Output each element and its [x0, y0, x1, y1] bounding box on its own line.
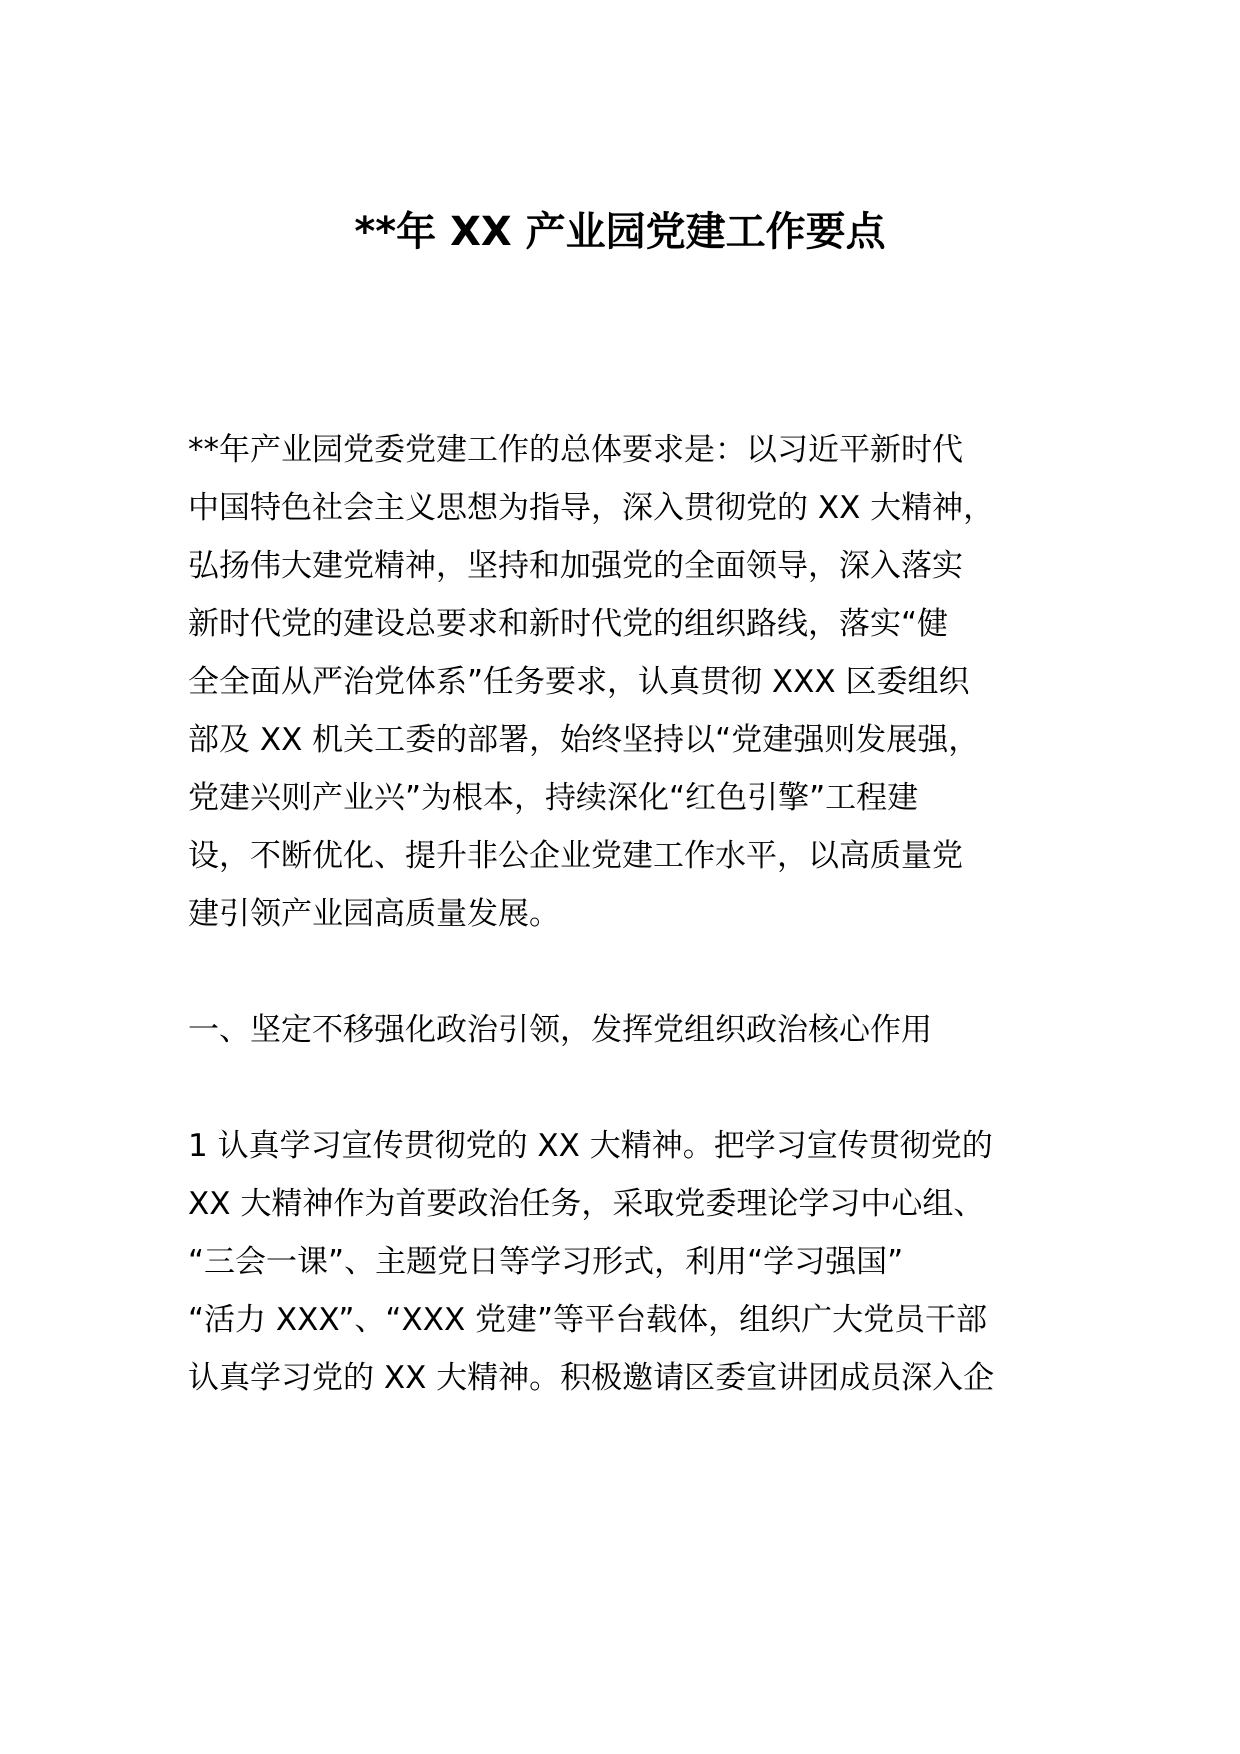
paragraph-line: XX 大精神作为首要政治任务，采取党委理论学习中心组、 — [188, 1186, 985, 1222]
paragraph-line: “三会一课”、主题党日等学习形式，利用“学习强国” — [188, 1244, 904, 1280]
paragraph-line: 1 认真学习宣传贯彻党的 XX 大精神。把学习宣传贯彻党的 — [188, 1128, 993, 1164]
paragraph-line: 设，不断优化、提升非公企业党建工作水平，以高质量党 — [188, 838, 963, 874]
paragraph-line: 党建兴则产业兴”为根本，持续深化“红色引擎”工程建 — [188, 780, 919, 816]
paragraph-line: 全全面从严治党体系”任务要求，认真贯彻 XXX 区委组织 — [188, 664, 970, 700]
paragraph-line: 弘扬伟大建党精神，坚持和加强党的全面领导，深入落实 — [188, 548, 963, 584]
paragraph-line: **年产业园党委党建工作的总体要求是：以习近平新时代 — [188, 432, 963, 468]
paragraph-line: 认真学习党的 XX 大精神。积极邀请区委宣讲团成员深入企 — [188, 1360, 995, 1396]
paragraph-line: 中国特色社会主义思想为指导，深入贯彻党的 XX 大精神， — [188, 490, 995, 526]
paragraph-line: 建引领产业园高质量发展。 — [188, 896, 560, 932]
paragraph-line: 部及 XX 机关工委的部署，始终坚持以“党建强则发展强， — [188, 722, 980, 758]
section-heading-1: 一、坚定不移强化政治引领，发挥党组织政治核心作用 — [188, 1012, 932, 1048]
paragraph-line: 新时代党的建设总要求和新时代党的组织路线，落实“健 — [188, 606, 949, 642]
document-title: **年 XX 产业园党建工作要点 — [354, 209, 886, 255]
paragraph-line: “活力 XXX”、“XXX 党建”等平台载体，组织广大党员干部 — [188, 1302, 988, 1338]
